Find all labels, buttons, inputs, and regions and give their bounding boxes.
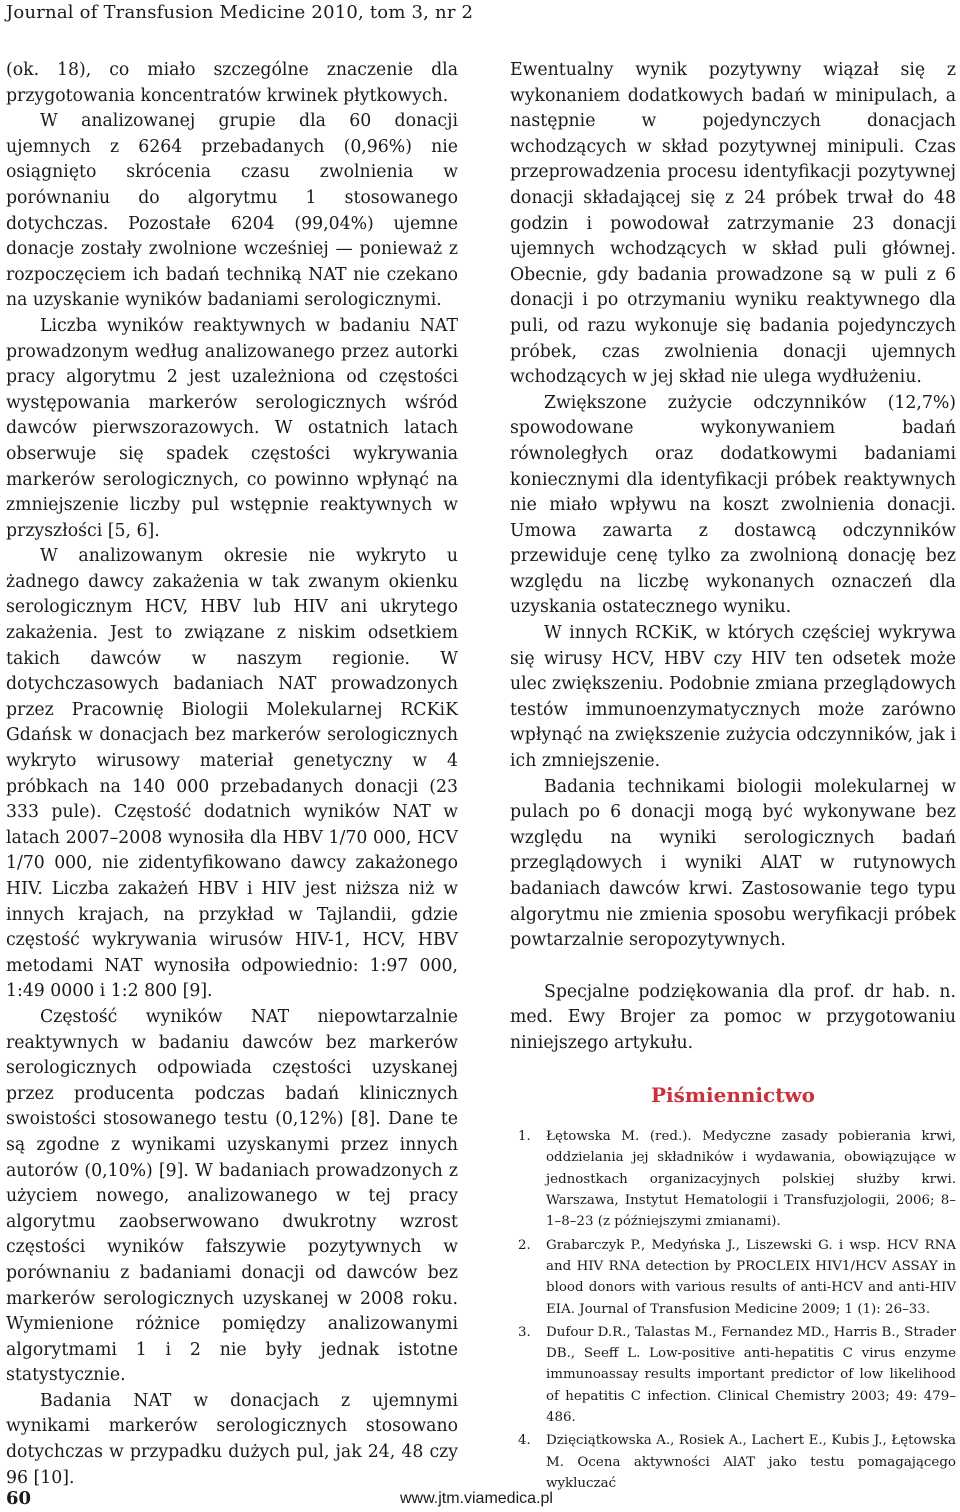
references-list [510,1126,956,1494]
paragraph: (ok. 18), co miało szczególne znaczenie dla przygotowania koncentratów krwinek płytkowych. [6,60,458,106]
right-column [510,58,956,1496]
page-header [6,0,954,40]
reference-text: Dzięciątkowska A., Rosiek A., Lachert E., Kubis J., Łętowska M. Ocena aktywności AlAT jako testu pomagającego wykluczać [546,1433,956,1491]
reference-text: Grabarczyk P., Medyńska J., Liszewski G. i wsp. HCV RNA and HIV RNA detection by PROCLEIX HIV1/HCV ASSAY in blood donors with various results of anti-HCV and anti-HIV EIA. Journal of Transfusion Medicine 2009; 1 (1): 26–33. [546,1237,956,1317]
reference-number: 2. [518,1237,531,1253]
references-heading: Piśmiennictwo [650,1082,816,1107]
paragraph: Badania NAT w donacjach z ujemnymi wynikami markerów serologicznych stosowano dotychczas w przypadku dużych pul, jak 24, 48 czy 96 [10]. [6,1390,458,1488]
paragraph: W analizowanej grupie dla 60 donacji ujemnych z 6264 przebadanych (0,96%) nie osiągnięto skrócenia czasu zwolnienia w porównaniu do algorytmu 1 stosowanego dotychczas. Pozostałe 6204 (99,04%) ujemne donacje zostały zwolnione wcześniej — ponieważ z rozpoczęciem ich badań techniką NAT nie czekano na uzyskanie wyników badaniami serologicznymi. [6,111,458,311]
paragraph: Ewentualny wynik pozytywny wiązał się z wykonaniem dodatkowych badań w minipulach, a następnie w pojedynczych donacjach wchodzących w skład pozytywnej minipuli. Czas przeprowadzenia procesu identyfikacji pozytywnej donacji składającej się z 24 próbek trwał do 48 godzin i powodował zatrzymanie 23 donacji ujemnych wchodzących w skład puli głównej. Obecnie, gdy badania prowadzone są w puli z 6 donacji i po otrzymaniu wyniku reaktywnego dla puli, od razu wykonuje się badania pojedynczych próbek, czas zwolnienia donacji ujemnych wchodzących w jej skład nie ulega wydłużeniu. [510,60,956,388]
reference-item [510,1235,956,1320]
paragraph: Badania technikami biologii molekularnej w pulach po 6 donacji mogą być wykonywane bez względu na wyniki serologicznych badań przeglądowych i wyniki AlAT w rutynowych badaniach dawców krwi. Zastosowanie tego typu algorytmu nie zmienia sposobu weryfikacji próbek powtarzalnie seropozytywnych. [510,776,956,951]
paragraph: Zwiększone zużycie odczynników (12,7%) spowodowane wykonywaniem badań równoległych oraz dodatkowymi badaniami koniecznymi dla identyfikacji próbek reaktywnych nie miało wpływu na koszt zwolnienia donacji. Umowa zawarta z dostawcą odczynników przewiduje cenę tylko za zwolnioną donację bez względu na liczbę wykonanych oznaczeń dla uzyskania ostatecznego wyniku. [510,392,956,618]
paragraph: Liczba wyników reaktywnych w badaniu NAT prowadzonym według analizowanego przez autorki pracy algorytmu 2 jest uzależniona od częstości występowania markerów serologicznych wśród dawców pierwszorazowych. W ostatnich latach obserwuje się spadek częstości wykrywania markerów serologicznych, co powinno wpłynąć na zmniejszenie liczby pul wstępnie reaktywnych w przyszłości [5, 6]. [6,315,458,541]
reference-number: 4. [518,1433,531,1449]
page-footer [0,1484,960,1512]
paragraph: Częstość wyników NAT niepowtarzalnie reaktywnych w badaniu dawców bez markerów serologicznych odpowiada częstości uzyskanej przez producenta podczas badań klinicznych swoistości stosowanego testu (0,12%) [8]. Dane te są zgodne z wynikami uzyskanymi przez innych autorów (0,10%) [9]. W badaniach prowadzonych z użyciem nowego, analizowanego w tej pracy algorytmu zaobserwowano dwukrotny wzrost częstości wyników fałszywie pozytywnych w porównaniu z badaniami donacji od dawców bez markerów serologicznych uzyskanej w 2008 roku. Wymienione różnice pomiędzy analizowanymi algorytmami 1 i 2 nie były jednak istotne statystycznie. [6,1006,458,1386]
reference-text: Dufour D.R., Talastas M., Fernandez MD., Harris B., Strader DB., Seeff L. Low-positive anti-hepatitis C virus enzyme immunoassay results important predictor of low likelihood of hepatitis C infection. Clinical Chemistry 2003; 49: 479–486. [546,1324,956,1426]
reference-text: Łętowska M. (red.). Medyczne zasady pobierania krwi, oddzielania jej składników i wydawania, obowiązujące w jednostkach organizacyjnych polskiej służby krwi. Warszawa, Instytut Hematologii i Transfuzjologii, 2006; 8–1–8–23 (z późniejszymi zmianami). [546,1129,956,1230]
paragraph: W analizowanym okresie nie wykryto u żadnego dawcy zakażenia w tak zwanym okienku serologicznym HCV, HBV lub HIV ani ukrytego zakażenia. Jest to związane z niskim odsetkiem takich dawców w naszym regionie. W dotychczasowych badaniach NAT prowadzonych przez Pracownię Biologii Molekularnej RCKiK Gdańsk w donacjach bez markerów serologicznych wykryto wirusowy materiał genetyczny w 4 próbkach na 140 000 przebadanych donacji (23 333 pule). Częstość dodatnich wyników NAT w latach 2007–2008 wynosiła dla HBV 1/70 000, HCV 1/70 000, nie zidentyfikowano dawcy zakażonego HIV. Liczba zakażeń HBV i HIV jest niższa niż w innych krajach, na przykład w Tajlandii, gdzie częstość wykrywania wirusów HIV-1, HCV, HBV metodami NAT wynosiła odpowiednio: 1:97 000, 1:49 0000 i 1:2 800 [9]. [6,546,458,1002]
acknowledgement: Specjalne podziękowania dla prof. dr hab. n. med. Ewy Brojer za pomoc w przygotowaniu niniejszego artykułu. [510,981,956,1053]
reference-number: 3. [518,1324,531,1340]
left-column [6,58,458,1491]
reference-item [510,1126,956,1232]
journal-website: www.jtm.viamedica.pl [400,1490,553,1507]
reference-number: 1. [518,1129,531,1145]
reference-item [510,1322,956,1428]
page-number: 60 [6,1488,32,1509]
paragraph: W innych RCKiK, w których częściej wykrywa się wirusy HCV, HBV czy HIV ten odsetek może ulec zwiększeniu. Podobnie zmiana przeglądowych testów immunoenzymatycznych może zarówno wpłynąć na zwiększenie zużycia odczynników, jak i ich zmniejszenie. [510,623,957,772]
journal-title: Journal of Transfusion Medicine 2010, tom 3, nr 2 [6,2,474,23]
